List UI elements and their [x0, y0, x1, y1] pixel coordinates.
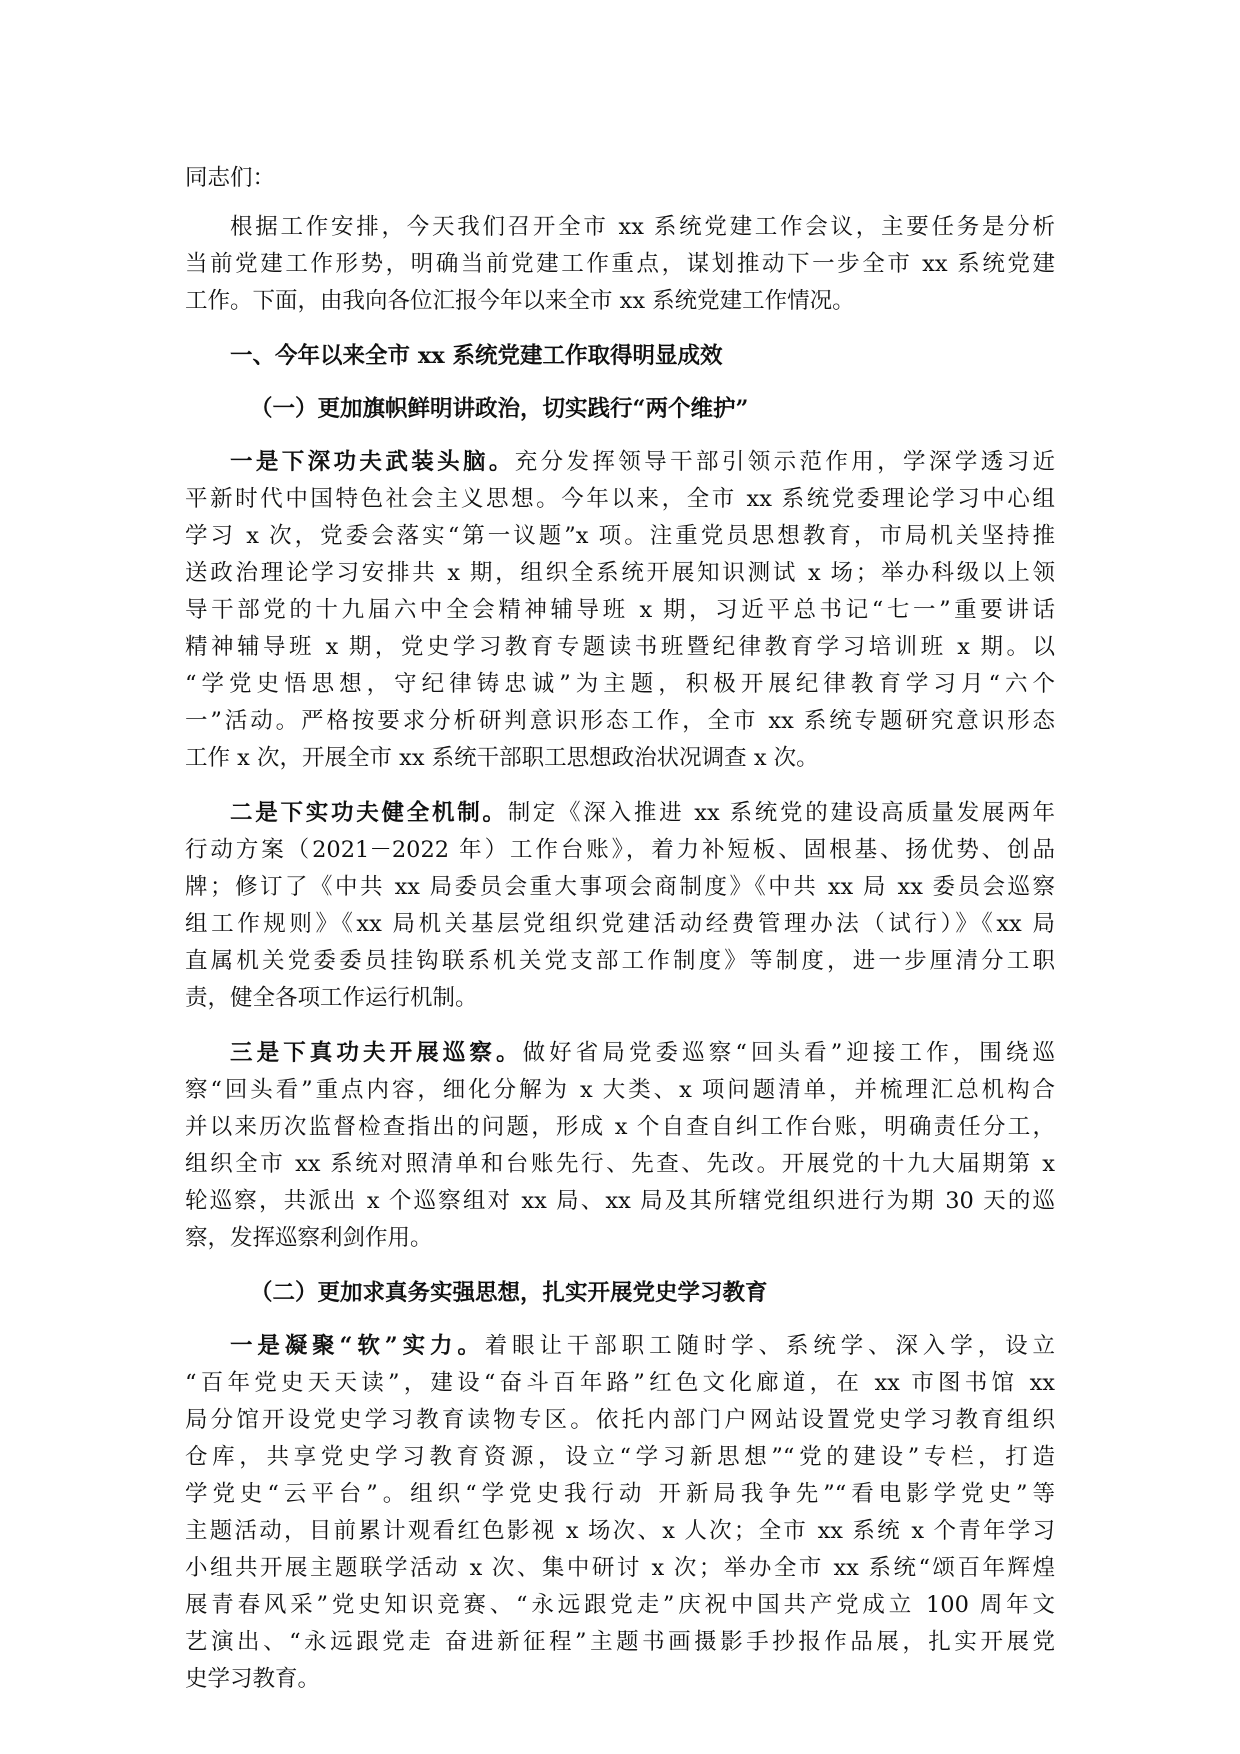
paragraph-line: 责，健全各项工作运行机制。	[185, 985, 478, 1011]
paragraph-line: 艺演出、“永远跟党走 奋进新征程”主题书画摄影手抄报作品展，扎实开展党	[185, 1629, 1055, 1655]
paragraph-line: 学党史“云平台”。组织“学党史我行动 开新局我争先”“看电影学党史”等	[185, 1481, 1055, 1507]
paragraph-lead: 一是凝聚“软”实力。	[230, 1333, 485, 1359]
paragraph-line: 学习 x 次，党委会落实“第一议题”x 项。注重党员思想教育，市局机关坚持推	[185, 523, 1055, 549]
paragraph-line: 组织全市 xx 系统对照清单和台账先行、先查、先改。开展党的十九大届期第 x	[185, 1151, 1055, 1177]
paragraph-line: 小组共开展主题联学活动 x 次、集中研讨 x 次；举办全市 xx 系统“颂百年辉煌	[185, 1555, 1055, 1581]
paragraph-lead: 二是下实功夫健全机制。	[230, 800, 508, 826]
section-1-paragraph-2	[185, 795, 1055, 1017]
paragraph-line: 导干部党的十九届六中全会精神辅导班 x 期，习近平总书记“七一”重要讲话	[185, 597, 1055, 623]
paragraph-lead: 三是下真功夫开展巡察。	[230, 1040, 523, 1066]
section-2-paragraph-1	[185, 1328, 1055, 1698]
paragraph-text: 着眼让干部职工随时学、系统学、深入学，设立	[484, 1333, 1055, 1359]
paragraph-line: 史学习教育。	[185, 1666, 321, 1692]
paragraph-line: 工作 x 次，开展全市 xx 系统干部职工思想政治状况调查 x 次。	[185, 745, 819, 771]
paragraph-line: 平新时代中国特色社会主义思想。今年以来，全市 xx 系统党委理论学习中心组	[185, 486, 1055, 512]
salutation: 同志们：	[185, 165, 276, 191]
paragraph-line: “学党史悟思想，守纪律铸忠诚”为主题，积极开展纪律教育学习月“六个	[185, 671, 1055, 697]
paragraph-text: 做好省局党委巡察“回头看”迎接工作，围绕巡	[522, 1040, 1055, 1066]
paragraph-line: 仓库，共享党史学习教育资源，设立“学习新思想”“党的建设”专栏，打造	[185, 1444, 1055, 1470]
section-1-heading: （一）更加旗帜鲜明讲政治，切实践行“两个维护”	[250, 396, 749, 422]
paragraph-line: 组工作规则》《xx 局机关基层党组织党建活动经费管理办法（试行）》《xx 局	[185, 911, 1055, 937]
paragraph-first-line	[185, 1328, 1055, 1365]
paragraph-first-line	[185, 444, 1055, 481]
paragraph-line: 牌；修订了《中共 xx 局委员会重大事项会商制度》《中共 xx 局 xx 委员会巡察	[185, 874, 1055, 900]
intro-line: 工作。下面，由我向各位汇报今年以来全市 xx 系统党建工作情况。	[185, 288, 855, 314]
intro-paragraph	[185, 209, 1055, 320]
paragraph-line: 局分馆开设党史学习教育读物专区。依托内部门户网站设置党史学习教育组织	[185, 1407, 1055, 1433]
paragraph-line: 展青春风采”党史知识竞赛、“永远跟党走”庆祝中国共产党成立 100 周年文	[185, 1592, 1055, 1618]
paragraph-lead: 一是下深功夫武装头脑。	[230, 449, 515, 475]
section-1-paragraph-3	[185, 1035, 1055, 1257]
paragraph-line: 察，发挥巡察利剑作用。	[185, 1225, 433, 1251]
section-1-paragraph-1	[185, 444, 1055, 777]
section-2-heading: （二）更加求真务实强思想，扎实开展党史学习教育	[250, 1280, 768, 1306]
intro-line: 根据工作安排，今天我们召开全市 xx 系统党建工作会议，主要任务是分析	[230, 214, 1055, 240]
paragraph-line: 精神辅导班 x 期，党史学习教育专题读书班暨纪律教育学习培训班 x 期。以	[185, 634, 1055, 660]
paragraph-text: 制定《深入推进 xx 系统党的建设高质量发展两年	[507, 800, 1055, 826]
paragraph-line: “百年党史天天读”，建设“奋斗百年路”红色文化廊道，在 xx 市图书馆 xx	[185, 1370, 1055, 1396]
paragraph-line: 主题活动，目前累计观看红色影视 x 场次、x 人次；全市 xx 系统 x 个青年学习	[185, 1518, 1055, 1544]
paragraph-line: 直属机关党委委员挂钩联系机关党支部工作制度》等制度，进一步厘清分工职	[185, 948, 1055, 974]
paragraph-line: 察“回头看”重点内容，细化分解为 x 大类、x 项问题清单，并梳理汇总机构合	[185, 1077, 1055, 1103]
paragraph-line: 行动方案（2021－2022 年）工作台账》，着力补短板、固根基、扬优势、创品	[185, 837, 1055, 863]
heading-1: 一、今年以来全市 xx 系统党建工作取得明显成效	[230, 343, 723, 369]
paragraph-line: 并以来历次监督检查指出的问题，形成 x 个自查自纠工作台账，明确责任分工，	[185, 1114, 1055, 1140]
paragraph-first-line	[185, 795, 1055, 832]
paragraph-first-line	[185, 1035, 1055, 1072]
intro-line: 当前党建工作形势，明确当前党建工作重点，谋划推动下一步全市 xx 系统党建	[185, 251, 1055, 277]
document-page	[185, 160, 1055, 1716]
paragraph-line: 送政治理论学习安排共 x 期，组织全系统开展知识测试 x 场；举办科级以上领	[185, 560, 1055, 586]
paragraph-line: 轮巡察，共派出 x 个巡察组对 xx 局、xx 局及其所辖党组织进行为期 30 天的巡	[185, 1188, 1055, 1214]
paragraph-line: 一”活动。严格按要求分析研判意识形态工作，全市 xx 系统专题研究意识形态	[185, 708, 1055, 734]
paragraph-text: 充分发挥领导干部引领示范作用，学深学透习近	[514, 449, 1055, 475]
